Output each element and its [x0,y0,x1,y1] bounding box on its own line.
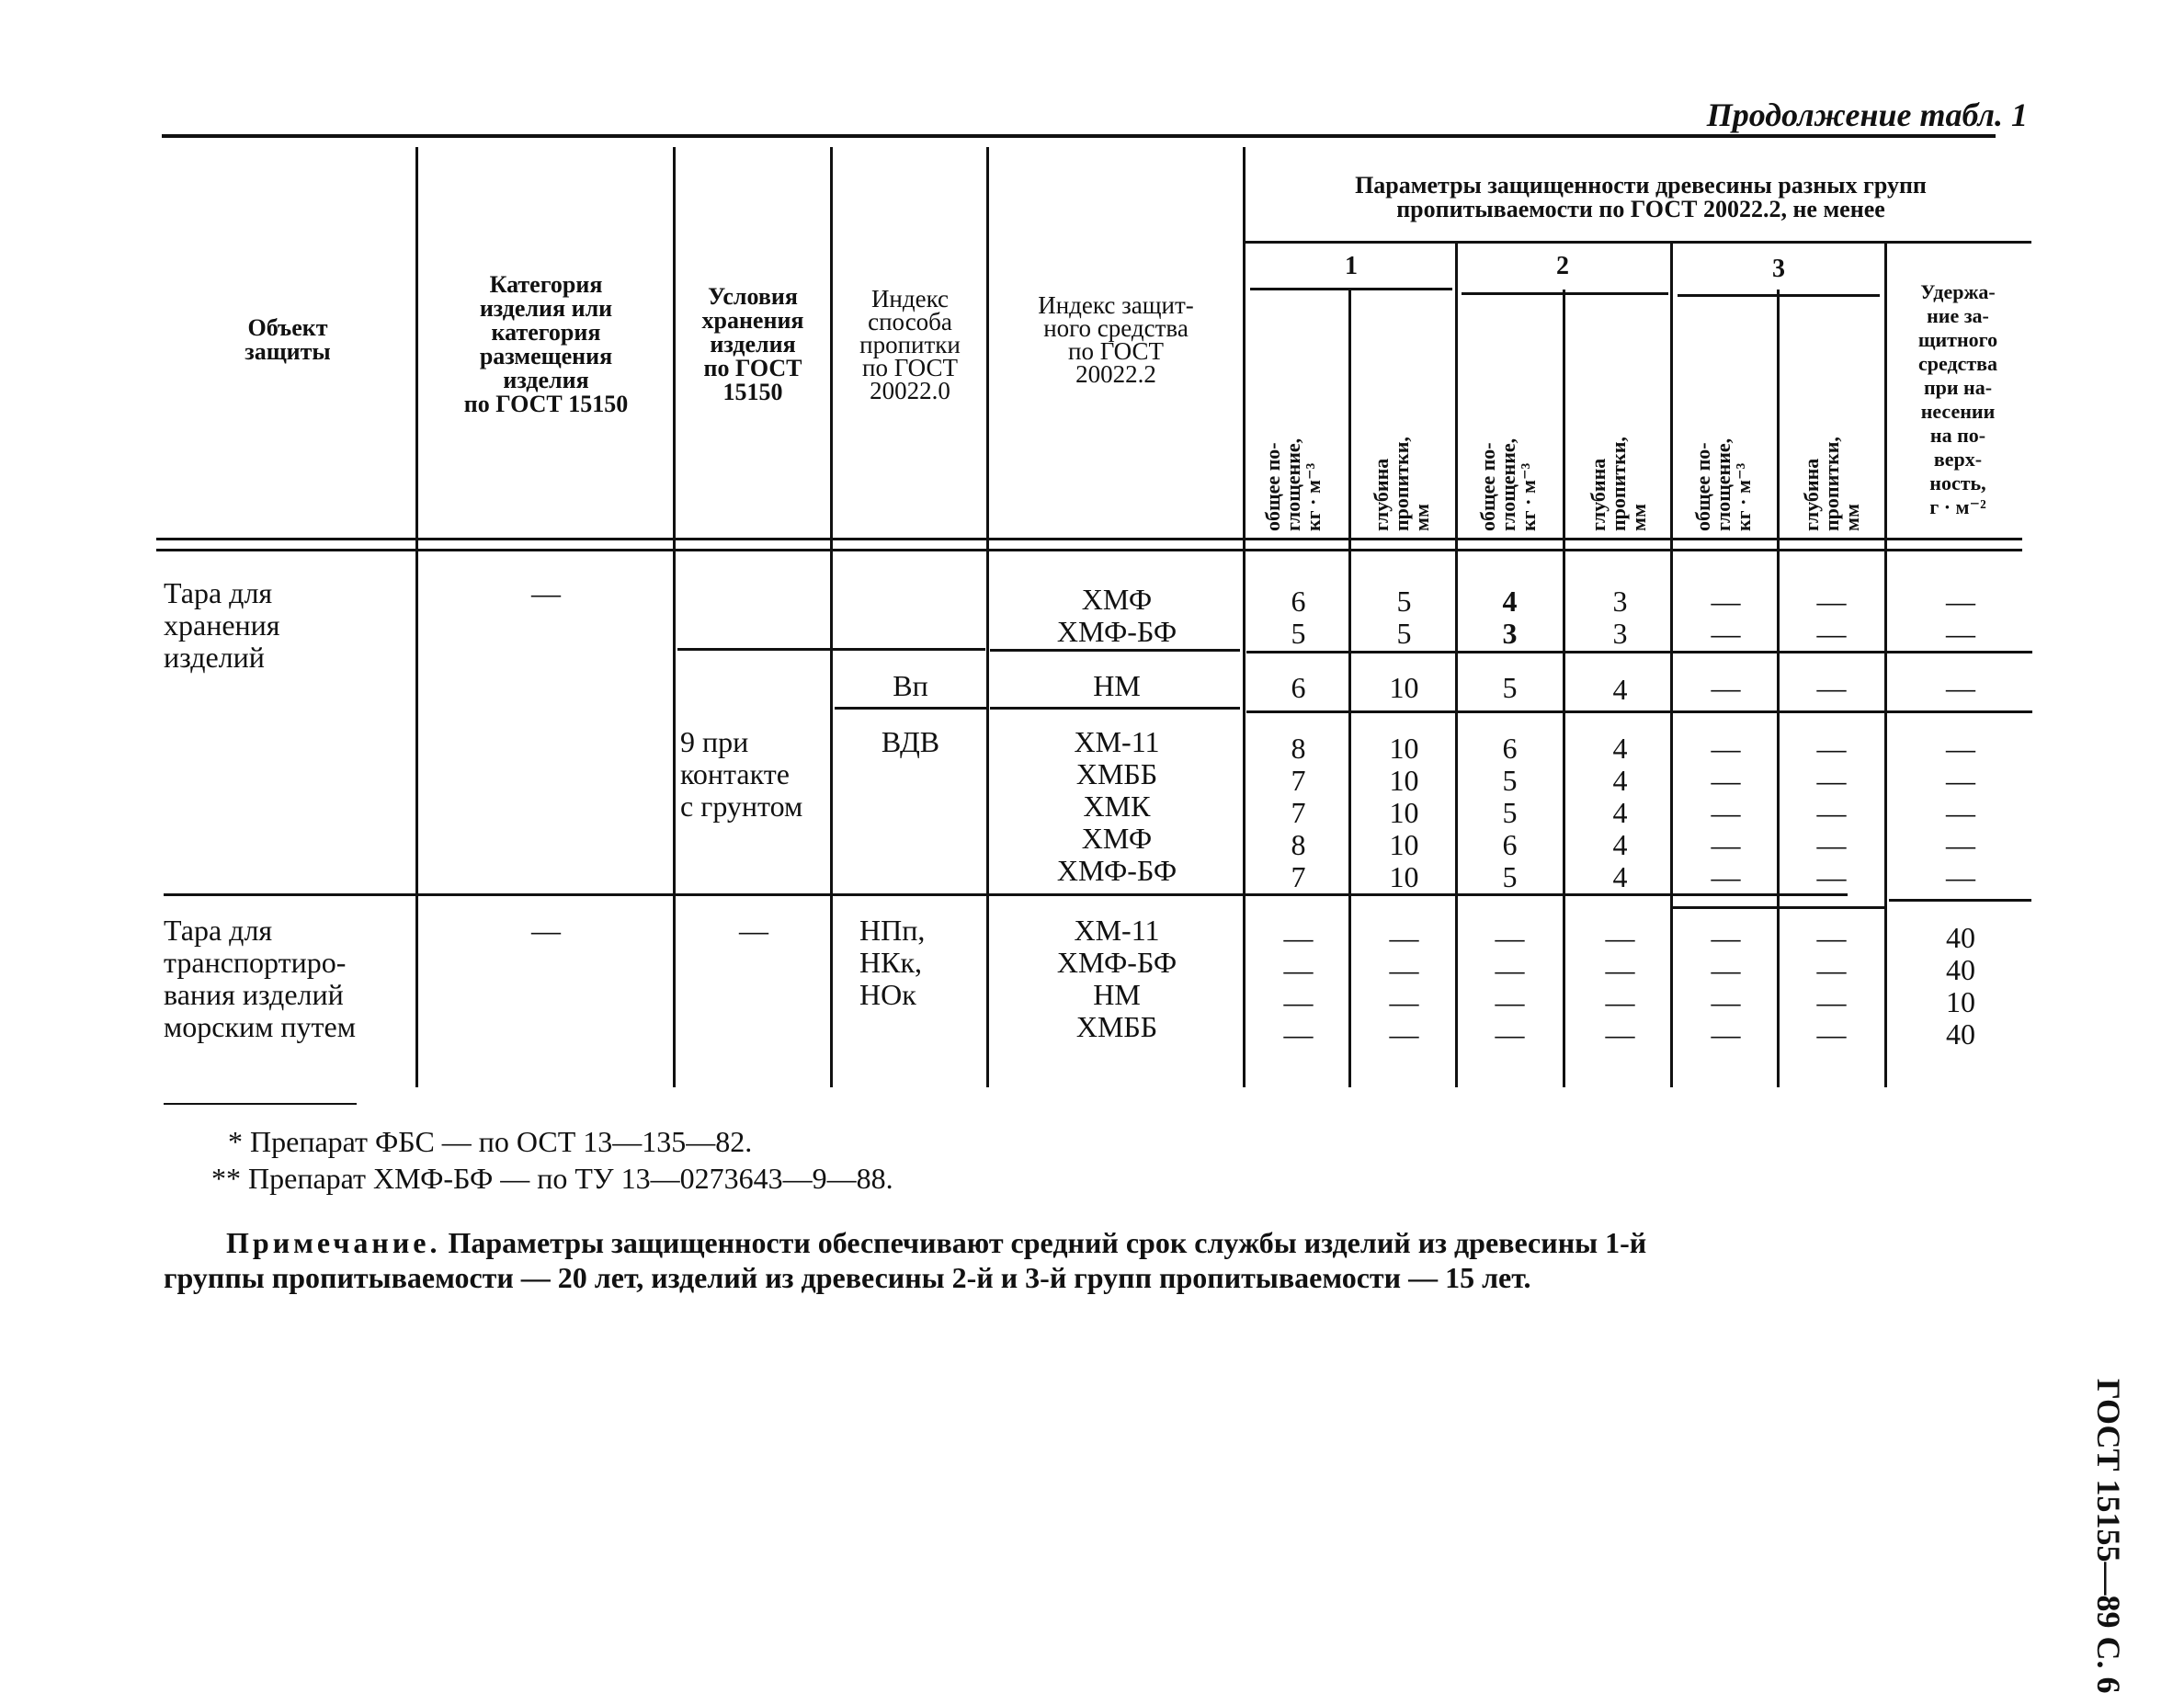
footnote-1: * Препарат ФБС — по ОСТ 13—135—82. [228,1125,753,1158]
header-object [164,294,412,386]
header-conditions-text: Условия хранения изделия по ГОСТ 15150 [701,283,804,405]
row1-sub1-agent: ХМФ ХМФ-БФ [1056,583,1177,648]
group-3-number: 3 [1772,255,1785,283]
row2-method: НПп, НКк, НОк [859,914,926,1011]
note-line-2: группы пропитываемости — 20 лет, изделий из древесины 2-й и 3-й групп пропитываемости — 15 лет. [164,1261,1531,1294]
row-rule [990,649,1240,652]
row-rule [1670,906,1884,909]
row2-agent: ХМ-11 ХМФ-БФ НМ ХМББ [1056,914,1177,1043]
col-divider [1884,244,1887,1087]
group1-rule [1250,288,1452,290]
row-rule [677,648,985,651]
row1-sub3-depth-3: — — — — — [1816,732,1847,893]
col-divider [1777,290,1780,1087]
col-divider [1348,290,1351,1087]
params-rule [1246,241,2031,244]
row1-object: Тара для хранения изделий [164,576,280,674]
header-retention [1889,276,2027,524]
row1-sub3-absorption-2: 6 5 5 6 5 [1502,732,1518,893]
row-rule [1246,710,2032,713]
row1-sub3-absorption-3: — — — — — [1711,732,1741,893]
header-depth-group1: глубина пропитки, мм [1370,437,1433,531]
row2-object: Тара для транспортиро- вания изделий морским путем [164,914,356,1043]
row1-sub2-absorption-2: 5 [1502,671,1518,704]
header-rule-2 [156,549,2022,551]
group-2-number: 2 [1556,252,1569,280]
row1-sub2-depth-1: 10 [1389,671,1419,704]
header-method-text: Индекс способа пропитки по ГОСТ 20022.0 [859,284,961,404]
row2-conditions: — [739,914,768,947]
row1-sub2-depth-3: — [1816,671,1847,704]
header-object-text: Объект защиты [245,314,331,365]
row-rule [164,893,1848,896]
header-conditions [676,276,830,414]
row1-sub1-absorption-1: 6 5 [1291,585,1306,650]
group3-rule [1678,294,1880,297]
group-1-number: 1 [1345,252,1358,280]
header-depth-group3: глубина пропитки, мм [1800,437,1863,531]
row1-sub1-absorption-3: — — [1711,585,1741,650]
row1-sub2-depth-2: 4 [1612,673,1628,706]
col-divider [415,147,418,1087]
row1-sub2-absorption-3: — [1711,671,1741,704]
row2-depth-1: — — — — [1389,921,1419,1051]
table-top-rule [162,134,1996,138]
footnote-2: ** Препарат ХМФ-БФ — по ТУ 13—0273643—9—88. [211,1162,893,1195]
row1-sub2-absorption-1: 6 [1291,671,1306,704]
row-rule [835,707,986,710]
header-absorption-group1: общее по- глощение, кг · м⁻³ [1261,437,1325,531]
group2-rule [1462,292,1668,295]
header-params [1250,165,2031,230]
header-retention-text: Удержа- ние за- щитного средства при на- несении на по- верх- ность, г · м⁻² [1917,280,1998,518]
row1-sub3-depth-2: 4 4 4 4 4 [1612,732,1628,893]
row1-sub1-absorption-2: 4 3 [1502,585,1518,650]
col-divider [1563,290,1565,1087]
row1-sub3-retention: — — — — — [1946,732,1975,893]
row2-depth-2: — — — — [1605,921,1635,1051]
row-rule [1246,651,2032,653]
row2-absorption-3: — — — — [1711,921,1741,1051]
note-line-1 [226,1227,2046,1258]
row1-category: — [531,576,561,609]
row-rule [1889,899,2031,902]
row1-sub3-absorption-1: 8 7 7 8 7 [1291,732,1306,893]
side-document-label: ГОСТ 15155—89 С. 6 [2090,1379,2127,1693]
col-divider [1243,147,1246,1087]
header-absorption-group2: общее по- глощение, кг · м⁻³ [1476,437,1540,531]
header-category-text: Категория изделия или категория размещения изделия по ГОСТ 15150 [463,271,629,417]
row-rule [990,707,1240,710]
row1-sub2-method: Вп [893,669,928,702]
row1-sub1-depth-2: 3 3 [1612,585,1628,650]
col-divider [1670,244,1673,1087]
header-rule-1 [156,538,2022,540]
row1-sub3-method: ВДВ [881,725,940,758]
note-label: Примечание. [226,1226,441,1259]
row1-sub3-agent: ХМ-11 ХМББ ХМК ХМФ ХМФ-БФ [1056,725,1177,887]
row1-sub3-depth-1: 10 10 10 10 10 [1389,732,1419,893]
header-category [423,257,669,432]
row1-sub3-conditions: 9 при контакте с грунтом [680,725,803,823]
header-absorption-group3: общее по- глощение, кг · м⁻³ [1691,437,1755,531]
col-divider [1455,244,1458,1087]
continuation-label: Продолжение табл. 1 [1706,97,2028,133]
row1-sub1-depth-1: 5 5 [1396,585,1412,650]
header-agent [989,285,1243,395]
header-agent-text: Индекс защит- ного средства по ГОСТ 20022.2 [1038,291,1194,388]
header-depth-group2: глубина пропитки, мм [1587,437,1650,531]
row1-sub2-retention: — [1946,671,1975,704]
row1-sub2-agent: НМ [1093,669,1141,702]
row2-depth-3: — — — — [1816,921,1847,1051]
row2-retention: 40 40 10 40 [1946,921,1975,1051]
note-text-1: Параметры защищенности обеспечивают средний срок службы изделий из древесины 1-й [448,1226,1647,1259]
row2-absorption-1: — — — — [1283,921,1314,1051]
footnote-rule [164,1103,357,1105]
header-params-text: Параметры защищенности древесины разных групп пропитываемости по ГОСТ 20022.2, не менее [1355,172,1927,222]
header-method [833,276,987,414]
row1-sub1-depth-3: — — [1816,585,1847,650]
row2-category: — [531,914,561,947]
row1-sub1-retention: — — [1946,585,1975,650]
row2-absorption-2: — — — — [1495,921,1525,1051]
